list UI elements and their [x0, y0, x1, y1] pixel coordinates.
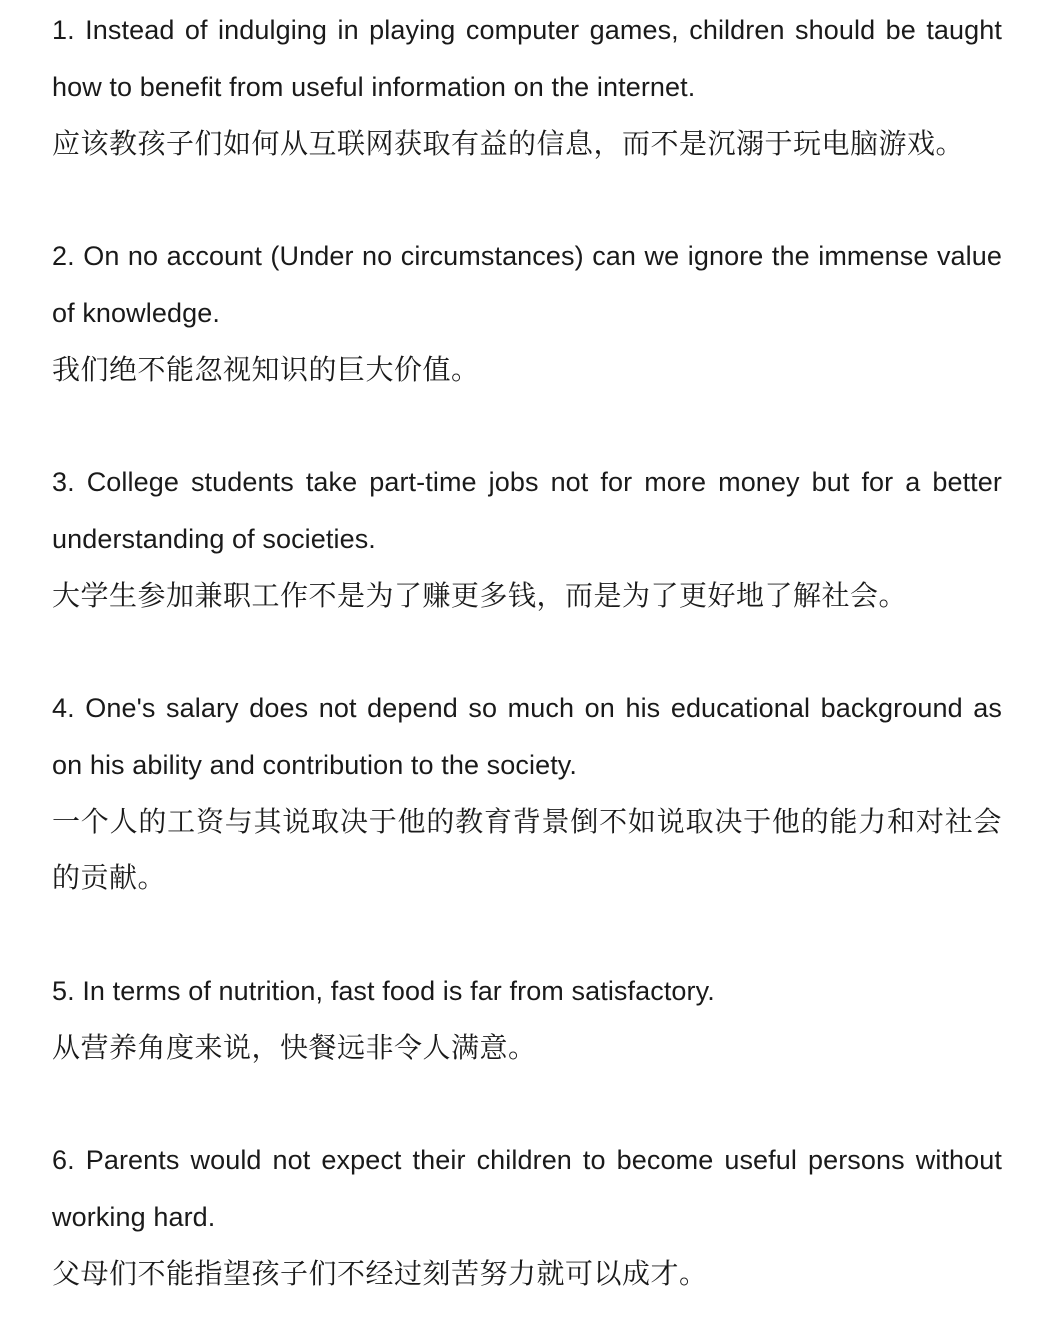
chinese-translation-2: 我们绝不能忽视知识的巨大价值。 [52, 353, 480, 386]
english-sentence-4: 4. One's salary does not depend so much on his educational background as on his ability and contribution to the society. [52, 693, 1002, 780]
chinese-translation-1: 应该教孩子们如何从互联网获取有益的信息，而不是沉溺于玩电脑游戏。 [52, 127, 965, 160]
chinese-translation-6: 父母们不能指望孩子们不经过刻苦努力就可以成才。 [52, 1257, 708, 1290]
english-sentence-3: 3. College students take part-time jobs not for more money but for a better understanding of societies. [52, 467, 1002, 554]
english-sentence-6: 6. Parents would not expect their children to become useful persons without working hard. [52, 1145, 1002, 1232]
sentence-entry-1 [52, 2, 1002, 172]
sentence-entry-5 [52, 963, 1002, 1076]
english-sentence-2: 2. On no account (Under no circumstances) can we ignore the immense value of knowledge. [52, 241, 1002, 328]
chinese-translation-4: 一个人的工资与其说取决于他的教育背景倒不如说取决于他的能力和对社会的贡献。 [52, 805, 1002, 894]
sentence-entry-2 [52, 228, 1002, 398]
chinese-translation-5: 从营养角度来说，快餐远非令人满意。 [52, 1031, 537, 1064]
english-sentence-5: 5. In terms of nutrition, fast food is far from satisfactory. [52, 976, 715, 1006]
sentence-entry-3 [52, 454, 1002, 624]
chinese-translation-3: 大学生参加兼职工作不是为了赚更多钱，而是为了更好地了解社会。 [52, 579, 908, 612]
english-sentence-1: 1. Instead of indulging in playing computer games, children should be taught how to benefit from useful information on the internet. [52, 15, 1002, 102]
sentence-entry-4 [52, 680, 1002, 906]
sentence-entry-6 [52, 1132, 1002, 1302]
